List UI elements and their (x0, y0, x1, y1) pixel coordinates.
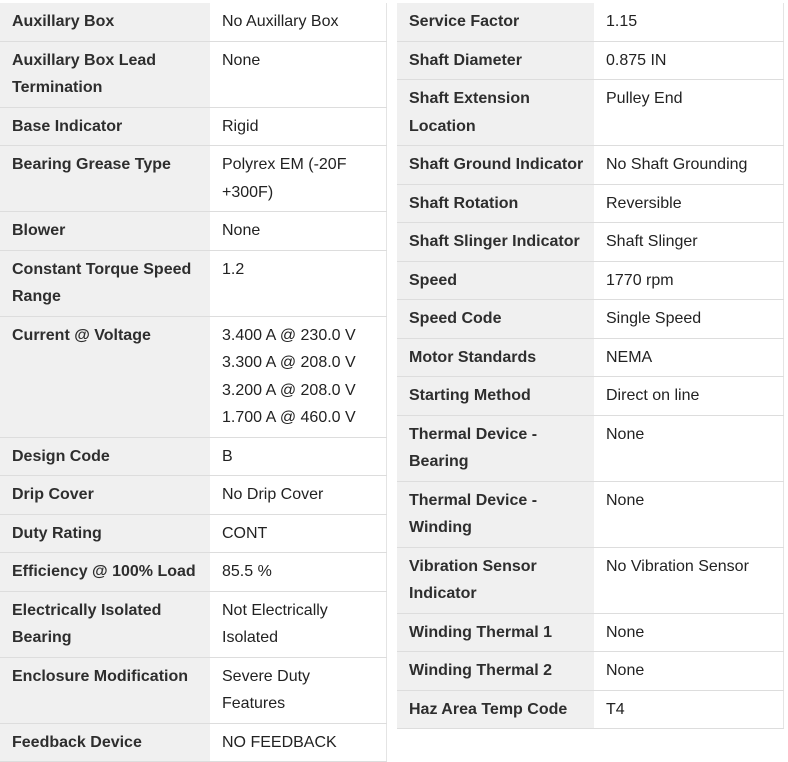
spec-row (397, 613, 783, 652)
spec-value (594, 300, 783, 339)
spec-label: Thermal Device - Winding (397, 481, 594, 547)
spec-value (594, 223, 783, 262)
spec-row (397, 652, 783, 691)
spec-row (397, 338, 783, 377)
spec-row (397, 300, 783, 339)
spec-row (397, 80, 783, 146)
spec-label: Electrically Isolated Bearing (0, 591, 210, 657)
spec-label: Enclosure Modification (0, 657, 210, 723)
spec-label: Haz Area Temp Code (397, 690, 594, 729)
spec-label: Shaft Extension Location (397, 80, 594, 146)
spec-value-line: 85.5 % (222, 563, 272, 580)
spec-value-line: T4 (606, 700, 625, 718)
spec-row (0, 212, 386, 251)
spec-label: Shaft Slinger Indicator (397, 223, 594, 262)
spec-value-line: Reversible (606, 194, 682, 212)
spec-row (0, 553, 386, 592)
spec-table-left (0, 3, 387, 762)
spec-value (594, 415, 783, 481)
spec-label: Speed Code (397, 300, 594, 339)
spec-row (0, 476, 386, 515)
spec-value (210, 514, 386, 553)
spec-row (0, 514, 386, 553)
spec-value (594, 261, 783, 300)
spec-row (397, 547, 783, 613)
spec-value (594, 3, 783, 41)
spec-table-right-body (397, 3, 783, 729)
spec-value-line: 1.700 A @ 460.0 V (222, 409, 356, 426)
spec-value-line: No Drip Cover (222, 486, 324, 503)
spec-row (0, 591, 386, 657)
spec-value-line: None (606, 662, 645, 679)
spec-value-line: 3.400 A @ 230.0 V (222, 326, 356, 344)
spec-row (0, 657, 386, 723)
spec-row (0, 723, 386, 762)
spec-label: Constant Torque Speed Range (0, 250, 210, 316)
spec-value (594, 690, 783, 729)
spec-value (210, 591, 386, 657)
spec-value-line: None (606, 623, 645, 641)
spec-value-line: CONT (222, 524, 268, 542)
spec-value (594, 652, 783, 691)
spec-label: Shaft Ground Indicator (397, 146, 594, 185)
spec-row (0, 250, 386, 316)
spec-value-line: B (222, 447, 233, 465)
spec-value (210, 250, 386, 316)
spec-label: Winding Thermal 2 (397, 652, 594, 691)
spec-value-line: Single Speed (606, 310, 702, 327)
spec-value-line: Shaft Slinger (606, 233, 698, 250)
spec-value (210, 41, 386, 107)
spec-label: Feedback Device (0, 723, 210, 762)
spec-row (397, 481, 783, 547)
spec-value (594, 613, 783, 652)
spec-label: Current @ Voltage (0, 316, 210, 437)
spec-value-line: Severe Duty Features (222, 667, 311, 712)
spec-value-line: Polyrex EM (-20F +300F) (222, 156, 347, 201)
spec-value-line: Pulley End (606, 90, 683, 107)
spec-value-line: No Vibration Sensor (606, 557, 749, 575)
spec-row (397, 146, 783, 185)
spec-value (210, 107, 386, 146)
spec-row (0, 3, 386, 41)
spec-value-line: No Shaft Grounding (606, 156, 748, 173)
spec-row (397, 3, 783, 41)
spec-value-line: 3.300 A @ 208.0 V (222, 354, 356, 371)
spec-value (594, 338, 783, 377)
spec-table-right (397, 3, 784, 729)
spec-value-line: No Auxillary Box (222, 13, 339, 30)
spec-row (0, 316, 386, 437)
spec-row (0, 437, 386, 476)
spec-value (594, 146, 783, 185)
spec-row (397, 261, 783, 300)
spec-row (0, 146, 386, 212)
spec-value (210, 476, 386, 515)
spec-label: Bearing Grease Type (0, 146, 210, 212)
spec-row (397, 377, 783, 416)
spec-value (210, 212, 386, 251)
spec-label: Duty Rating (0, 514, 210, 553)
spec-value-line: 1.15 (606, 13, 638, 30)
spec-value (210, 657, 386, 723)
spec-value-line: None (606, 425, 645, 443)
spec-label: Thermal Device - Bearing (397, 415, 594, 481)
spec-value-line: Not Electrically Isolated (222, 601, 328, 646)
spec-label: Vibration Sensor Indicator (397, 547, 594, 613)
spec-label: Base Indicator (0, 107, 210, 146)
spec-value-line: 1770 rpm (606, 271, 674, 289)
spec-value (594, 184, 783, 223)
spec-label: Drip Cover (0, 476, 210, 515)
spec-row (397, 415, 783, 481)
spec-value (594, 377, 783, 416)
spec-table-left-body (0, 3, 386, 762)
spec-label: Auxillary Box Lead Termination (0, 41, 210, 107)
spec-row (0, 107, 386, 146)
spec-row (397, 41, 783, 80)
spec-value (210, 3, 386, 41)
spec-value (594, 547, 783, 613)
spec-value-line: None (222, 51, 261, 69)
spec-label: Blower (0, 212, 210, 251)
spec-value (210, 723, 386, 762)
spec-label: Starting Method (397, 377, 594, 416)
spec-label: Efficiency @ 100% Load (0, 553, 210, 592)
spec-label: Design Code (0, 437, 210, 476)
spec-value (594, 80, 783, 146)
spec-value-line: NEMA (606, 348, 653, 366)
spec-label: Auxillary Box (0, 3, 210, 41)
spec-row (397, 690, 783, 729)
spec-label: Shaft Rotation (397, 184, 594, 223)
spec-value-line: Rigid (222, 117, 259, 135)
spec-label: Service Factor (397, 3, 594, 41)
spec-value-line: NO FEEDBACK (222, 733, 337, 751)
spec-label: Speed (397, 261, 594, 300)
spec-value (210, 553, 386, 592)
spec-value-line: Direct on line (606, 387, 700, 404)
spec-label: Winding Thermal 1 (397, 613, 594, 652)
spec-label: Shaft Diameter (397, 41, 594, 80)
spec-row (397, 223, 783, 262)
spec-value-line: 1.2 (222, 260, 245, 278)
spec-value (210, 316, 386, 437)
spec-value (594, 41, 783, 80)
spec-row (0, 41, 386, 107)
spec-value-line: None (222, 222, 261, 239)
spec-label: Motor Standards (397, 338, 594, 377)
spec-row (397, 184, 783, 223)
spec-value-line: 0.875 IN (606, 51, 667, 69)
spec-value (210, 146, 386, 212)
spec-value-line: None (606, 491, 645, 509)
spec-value (210, 437, 386, 476)
spec-value-line: 3.200 A @ 208.0 V (222, 381, 356, 399)
spec-value (594, 481, 783, 547)
